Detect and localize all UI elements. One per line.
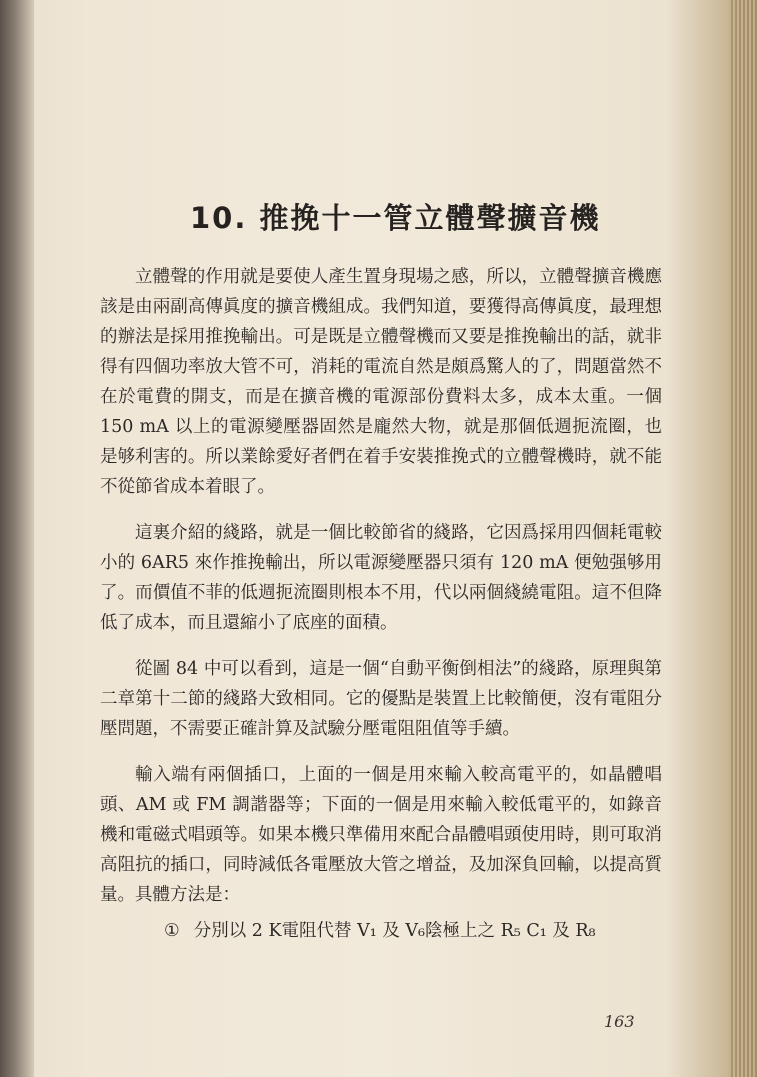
step-text: 分別以 2 K電阻代替 V₁ 及 V₆陰極上之 R₅ C₁ 及 R₈: [193, 921, 596, 941]
book-gutter: [0, 0, 34, 1077]
paragraph-4: 輸入端有兩個插口，上面的一個是用來輸入較高電平的，如晶體唱頭、AM 或 FM 調諧器等；下面的一個是用來輸入較低電平的，如錄音機和電磁式唱頭等。如果本機只準備用來配合晶體唱頭使用時，則可取消高阻抗的插口，同時減低各電壓放大管之增益，及加深負回輸，以提高質量。具體方法是：: [100, 765, 662, 905]
paragraph-2: 這裏介紹的綫路，就是一個比較節省的綫路，它因爲採用四個耗電較小的 6AR5 來作推挽輸出，所以電源變壓器只須有 120 mA 便勉强够用了。而價值不菲的低週扼流圈則根本不用，代以兩個綫繞電阻。這不但降低了成本，而且還縮小了底座的面積。: [100, 523, 662, 633]
method-steps: [100, 916, 662, 946]
body-text: [100, 262, 662, 946]
step-marker: ①: [164, 921, 180, 941]
paragraph-3: 從圖 84 中可以看到，這是一個“自動平衡倒相法”的綫路，原理與第二章第十二節的綫路大致相同。它的優點是裝置上比較簡便，沒有電阻分壓問題，不需要正確計算及試驗分壓電阻阻值等手續。: [100, 659, 662, 739]
method-step: [164, 916, 662, 946]
section-title: 10. 推挽十一管立體聲擴音機: [190, 201, 601, 235]
page-number: 163: [604, 1012, 635, 1031]
paragraph-1: 立體聲的作用就是要使人產生置身現場之感，所以，立體聲擴音機應該是由兩副高傳眞度的擴音機組成。我們知道，要獲得高傳眞度，最理想的辦法是採用推挽輸出。可是既是立體聲機而又要是推挽輸出的話，就非得有四個功率放大管不可，消耗的電流自然是頗爲驚人的了，問題當然不在於電費的開支，而是在擴音機的電源部份費料太多，成本太重。一個 150 mA 以上的電源變壓器固然是龐然大物，就是那個低週扼流圈，也是够利害的。所以業餘愛好者們在着手安裝推挽式的立體聲機時，就不能不從節省成本着眼了。: [100, 267, 662, 497]
page-edges: [731, 0, 757, 1077]
